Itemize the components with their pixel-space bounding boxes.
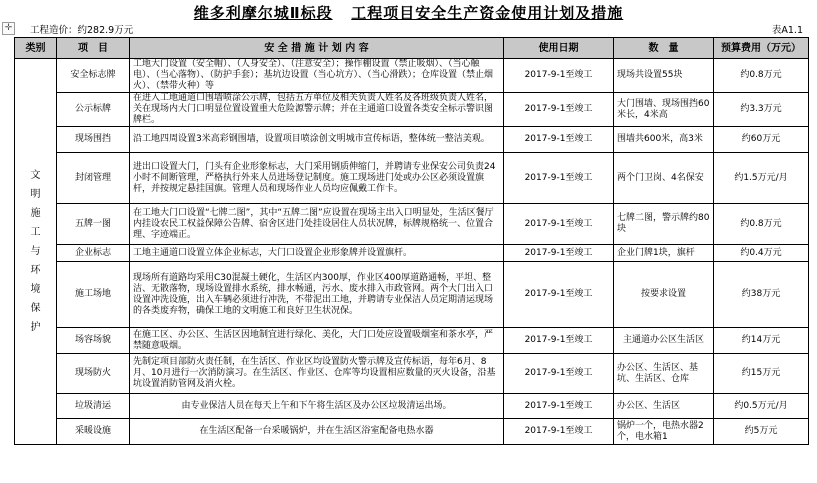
table-row xyxy=(15,328,809,354)
cost-cell: 约0.8万元 xyxy=(714,204,809,245)
header-content: 安 全 措 施 计 划 内 容 xyxy=(130,38,504,59)
quantity-cell: 办公区、生活区 xyxy=(614,394,714,419)
table-row xyxy=(15,245,809,262)
category-char: 护 xyxy=(30,322,41,333)
quantity-cell: 现场共设置55块 xyxy=(614,59,714,93)
header-item: 项 目 xyxy=(57,38,130,59)
table-row xyxy=(15,204,809,245)
meta-row xyxy=(0,22,817,36)
date-cell: 2017-9-1至竣工 xyxy=(504,394,614,419)
table-number: 表A1.1 xyxy=(771,25,803,36)
table-row xyxy=(15,354,809,394)
header-date: 使用日期 xyxy=(504,38,614,59)
date-cell: 2017-9-1至竣工 xyxy=(504,127,614,153)
item-cell: 垃圾清运 xyxy=(57,394,130,419)
quantity-cell: 办公区、生活区、基坑、生活区、仓库 xyxy=(614,354,714,394)
item-cell: 施工场地 xyxy=(57,262,130,328)
table-row xyxy=(15,394,809,419)
date-cell: 2017-9-1至竣工 xyxy=(504,153,614,204)
date-cell: 2017-9-1至竣工 xyxy=(504,354,614,394)
cost-cell: 约15万元 xyxy=(714,354,809,394)
document-title xyxy=(0,2,817,23)
cost-cell: 约38万元 xyxy=(714,262,809,328)
project-cost: 工程造价：约282.9万元 xyxy=(30,25,134,36)
content-cell: 进出口设置大门，门头有企业形象标志，大门采用钢质伸缩门，并聘请专业保安公司负责24小时不间断管理，严格执行外来人员进场登记制度。施工现场进门处或办公区必须设置旗杆，并按规定悬挂国旗。管理人员和现场作业人员均应佩戴工作卡。 xyxy=(130,153,504,204)
cost-cell: 约0.5万元/月 xyxy=(714,394,809,419)
date-cell: 2017-9-1至竣工 xyxy=(504,59,614,93)
header-cost: 预算费用（万元） xyxy=(714,38,809,59)
item-cell: 场容场貌 xyxy=(57,328,130,354)
header-quantity: 数 量 xyxy=(614,38,714,59)
cost-cell: 约0.4万元 xyxy=(714,245,809,262)
item-cell: 公示标牌 xyxy=(57,93,130,127)
content-cell: 由专业保洁人员在每天上午和下午将生活区及办公区垃圾清运出场。 xyxy=(130,394,504,419)
date-cell: 2017-9-1至竣工 xyxy=(504,245,614,262)
category-char: 工 xyxy=(30,227,41,238)
cost-cell: 约60万元 xyxy=(714,127,809,153)
content-cell: 先制定项目部防火责任制，在生活区、作业区均设置防火警示牌及宣传标语，每年6月、8月、10月进行一次消防演习。在生活区、作业区、仓库等均设置相应数量的灭火设备，沿基坑设置消防管网及消火栓。 xyxy=(130,354,504,394)
category-char: 环 xyxy=(30,265,41,276)
item-cell: 现场围挡 xyxy=(57,127,130,153)
cost-cell: 约3.3万元 xyxy=(714,93,809,127)
date-cell: 2017-9-1至竣工 xyxy=(504,204,614,245)
quantity-cell: 七牌二图，警示牌约80块 xyxy=(614,204,714,245)
table-row xyxy=(15,419,809,445)
content-cell: 工地大门设置（安全帽）、（人身安全）、（注意安全）；操作棚设置（禁止吸烟）、（当心触电）、（当心落物）、（防护手套）；基坑边设置（当心坑方）、（当心滑跌）；仓库设置（禁止烟火）、（禁带火种）等 xyxy=(130,59,504,93)
item-cell: 安全标志牌 xyxy=(57,59,130,93)
table-row xyxy=(15,59,809,93)
item-cell: 采暖设施 xyxy=(57,419,130,445)
category-char: 境 xyxy=(30,284,41,295)
quantity-cell: 锅炉一个，电热水器2个，电水箱1 xyxy=(614,419,714,445)
content-cell: 现场所有道路均采用C30混凝土硬化，生活区内300厚，作业区400厚道路通畅，平坦、整洁、无散落物，现场设置排水系统，排水畅通，污水、废水排入市政管网。两个大门出入口设置冲洗设施，出入车辆必须进行冲洗，不带泥出工地，并聘请专业保洁人员定期清运现场的各类废弃物，确保工地的文明施工和良好卫生状况保。 xyxy=(130,262,504,328)
content-cell: 工地主通道口设置立体企业标志，大门口设置企业形象牌并设置旗杆。 xyxy=(130,245,504,262)
table-row xyxy=(15,127,809,153)
category-char: 明 xyxy=(30,189,41,200)
date-cell: 2017-9-1至竣工 xyxy=(504,328,614,354)
content-cell: 在工地大门口设置“七牌二图”，其中“五牌二图”应设置在现场主出入口明显处，生活区餐厅内挂设农民工权益保障公告牌、宿舍区进门处挂设居住人员状况牌，标牌规格统一、位置合理、字迹端正。 xyxy=(130,204,504,245)
cost-cell: 约1.5万元/月 xyxy=(714,153,809,204)
table-header-row xyxy=(15,38,809,59)
item-cell: 五牌一图 xyxy=(57,204,130,245)
quantity-cell: 围墙共600米，高3米 xyxy=(614,127,714,153)
table-row xyxy=(15,262,809,328)
project-name: 维多利摩尔城Ⅱ标段 xyxy=(193,4,333,22)
category-char: 文 xyxy=(30,170,41,181)
category-char: 与 xyxy=(30,246,41,257)
move-handle-icon[interactable]: ✛ xyxy=(2,22,15,35)
content-cell: 沿工地四周设置3米高彩钢围墙，设置项目喷涂创文明城市宣传标语，整体统一整洁美观。 xyxy=(130,127,504,153)
content-cell: 在施工区、办公区、生活区因地制宜进行绿化、美化，大门口处应设置吸烟室和茶水亭，严禁随意吸烟。 xyxy=(130,328,504,354)
category-cell xyxy=(15,59,57,445)
cost-cell: 约5万元 xyxy=(714,419,809,445)
safety-fund-table xyxy=(14,37,809,445)
item-cell: 封闭管理 xyxy=(57,153,130,204)
content-cell: 在进入工地通道口围墙喷涂公示牌，包括五方单位及相关负责人姓名及各班级负责人姓名，关在现场内大门口明显位置设置重大危险源警示牌；并在主通道口设置各类安全标示警识图牌栏。 xyxy=(130,93,504,127)
title-subject: 工程项目安全生产资金使用计划及措施 xyxy=(351,4,624,22)
category-char: 保 xyxy=(30,303,41,314)
table-row xyxy=(15,93,809,127)
table-row xyxy=(15,153,809,204)
category-char: 施 xyxy=(30,208,41,219)
date-cell: 2017-9-1至竣工 xyxy=(504,93,614,127)
cost-cell: 约14万元 xyxy=(714,328,809,354)
content-cell: 在生活区配备一台采暖锅炉，并在生活区浴室配备电热水器 xyxy=(130,419,504,445)
cost-cell: 约0.8万元 xyxy=(714,59,809,93)
quantity-cell: 两个门卫岗、4名保安 xyxy=(614,153,714,204)
item-cell: 现场防火 xyxy=(57,354,130,394)
date-cell: 2017-9-1至竣工 xyxy=(504,262,614,328)
quantity-cell: 主通道办公区生活区 xyxy=(614,328,714,354)
quantity-cell: 企业门牌1块，旗杆 xyxy=(614,245,714,262)
item-cell: 企业标志 xyxy=(57,245,130,262)
quantity-cell: 按要求设置 xyxy=(614,262,714,328)
header-category: 类别 xyxy=(15,38,57,59)
date-cell: 2017-9-1至竣工 xyxy=(504,419,614,445)
quantity-cell: 大门围墙、现场围挡60米长，4米高 xyxy=(614,93,714,127)
